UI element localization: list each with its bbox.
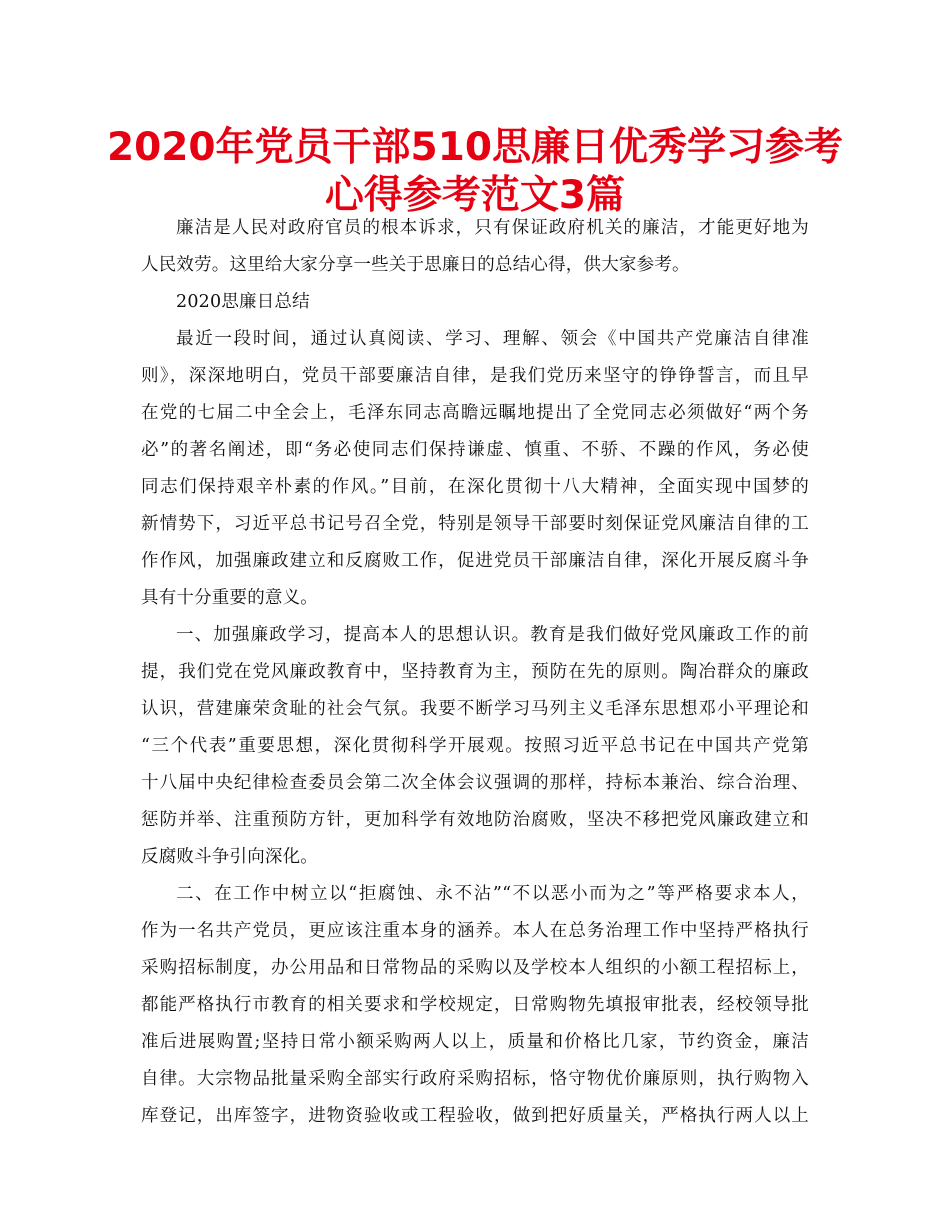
section-heading: 2020思廉日总结 <box>176 292 310 312</box>
paragraph-line: 则》，深深地明白，党员干部要廉洁自律，是我们党历来坚守的铮铮誓言，而且早 <box>141 366 809 386</box>
paragraph-line: 反腐败斗争引向深化。 <box>141 847 318 867</box>
paragraph-line: 认识，营建廉荣贪耻的社会气氛。我要不断学习马列主义毛泽东思想邓小平理论和 <box>141 699 809 719</box>
paragraph-line: 作作风，加强廉政建立和反腐败工作，促进党员干部廉洁自律，深化开展反腐斗争 <box>141 551 809 571</box>
paragraph-line: 准后进展购置;坚持日常小额采购两人以上，质量和价格比几家，节约资金，廉洁 <box>141 1032 809 1052</box>
paragraph-line: 惩防并举、注重预防方针，更加科学有效地防治腐败，坚决不移把党风廉政建立和 <box>141 810 809 830</box>
paragraph-line: 一、加强廉政学习，提高本人的思想认识。教育是我们做好党风廉政工作的前 <box>176 625 809 645</box>
paragraph-line: 十八届中央纪律检查委员会第二次全体会议强调的那样，持标本兼治、综合治理、 <box>141 773 809 793</box>
paragraph-line: 最近一段时间，通过认真阅读、学习、理解、领会《中国共产党廉洁自律准 <box>176 329 809 349</box>
paragraph-line: 自律。大宗物品批量采购全部实行政府采购招标，恪守物优价廉原则，执行购物入 <box>141 1069 809 1089</box>
paragraph-line: 采购招标制度，办公用品和日常物品的采购以及学校本人组织的小额工程招标上， <box>141 958 809 978</box>
paragraph-line: 二、在工作中树立以“拒腐蚀、永不沾”“不以恶小而为之”等严格要求本人， <box>176 884 809 904</box>
paragraph-line: 必”的著名阐述，即“务必使同志们保持谦虚、慎重、不骄、不躁的作风，务必使 <box>141 440 809 460</box>
paragraph-line: 人民效劳。这里给大家分享一些关于思廉日的总结心得，供大家参考。 <box>141 255 690 275</box>
paragraph-line: 在党的七届二中全会上，毛泽东同志高瞻远瞩地提出了全党同志必须做好“两个务 <box>141 403 809 423</box>
paragraph-line: 库登记，出库签字，进物资验收或工程验收，做到把好质量关，严格执行两人以上 <box>141 1106 809 1126</box>
paragraph-line: 提，我们党在党风廉政教育中，坚持教育为主，预防在先的原则。陶冶群众的廉政 <box>141 662 809 682</box>
paragraph-line: “三个代表”重要思想，深化贯彻科学开展观。按照习近平总书记在中国共产党第 <box>141 736 809 756</box>
document-title-line-2: 心得参考范文3篇 <box>324 173 626 218</box>
document-title-line-1: 2020年党员干部510思廉日优秀学习参考 <box>107 125 843 170</box>
paragraph-line: 同志们保持艰辛朴素的作风。”目前，在深化贯彻十八大精神，全面实现中国梦的 <box>141 477 809 497</box>
paragraph-line: 具有十分重要的意义。 <box>141 588 318 608</box>
paragraph-line: 作为一名共产党员，更应该注重本身的涵养。本人在总务治理工作中坚持严格执行 <box>141 921 809 941</box>
paragraph-line: 都能严格执行市教育的相关要求和学校规定，日常购物先填报审批表，经校领导批 <box>141 995 809 1015</box>
paragraph-line: 廉洁是人民对政府官员的根本诉求，只有保证政府机关的廉洁，才能更好地为 <box>176 218 809 238</box>
paragraph-line: 新情势下，习近平总书记号召全党，特别是领导干部要时刻保证党风廉洁自律的工 <box>141 514 809 534</box>
